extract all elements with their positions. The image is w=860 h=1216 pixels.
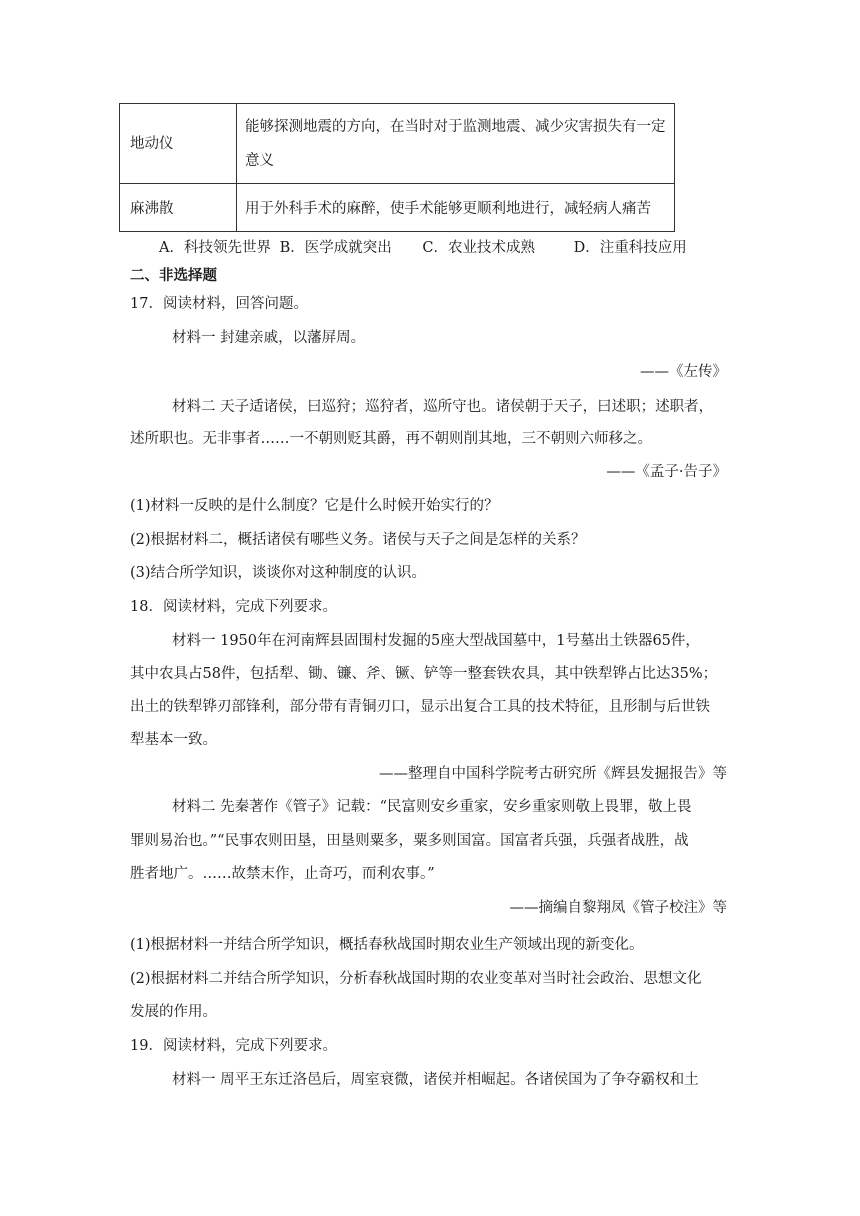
q18-material1-line: 材料一 1950年在河南辉县固围村发掘的5座大型战国墓中，1号墓出土铁器65件， xyxy=(172,633,700,649)
q18-subquestion: 发展的作用。 xyxy=(130,1004,217,1020)
option-c: C．农业技术成熟 xyxy=(422,240,535,256)
q18-material2-line: 材料二 先秦著作《管子》记载：“民富则安乡重家，安乡重家则敬上畏罪，敬上畏 xyxy=(172,799,692,815)
table-cell-name: 地动仪 xyxy=(120,104,237,184)
table-cell-desc: 用于外科手术的麻醉，使手术能够更顺利地进行，减轻病人痛苦 xyxy=(237,184,675,232)
q18-material2-line: 胜者地广。……故禁末作，止奇巧，而利农事。” xyxy=(130,866,435,882)
table-row xyxy=(120,104,675,184)
table-cell-name: 麻沸散 xyxy=(120,184,237,232)
q18-stem: 18．阅读材料，完成下列要求。 xyxy=(130,599,337,615)
option-a: A．科技领先世界 xyxy=(159,240,271,256)
q17-material1: 材料一 封建亲戚，以藩屏周。 xyxy=(172,330,366,346)
option-d: D．注重科技应用 xyxy=(573,240,687,256)
q18-material2-line: 罪则易治也。”“民事农则田垦，田垦则粟多，粟多则国富。国富者兵强，兵强者战胜，战 xyxy=(130,833,689,849)
q18-material1-line: 其中农具占58件，包括犁、锄、镰、斧、镢、铲等一整套铁农具，其中铁犁铧占比达35%； xyxy=(130,666,718,682)
q18-material1-line: 出土的铁犁铧刃部锋利，部分带有青铜刃口，显示出复合工具的技术特征，且形制与后世铁 xyxy=(130,699,710,715)
q17-subquestion: (2)根据材料二，概括诸侯有哪些义务。诸侯与天子之间是怎样的关系？ xyxy=(130,532,586,548)
q17-material1-source: ——《左传》 xyxy=(640,364,727,380)
q17-material2-source: ——《孟子·告子》 xyxy=(606,464,727,480)
section-title: 二、非选择题 xyxy=(130,267,217,284)
q17-material2-line: 材料二 天子适诸侯，曰巡狩；巡狩者，巡所守也。诸侯朝于天子，曰述职；述职者， xyxy=(172,399,714,415)
table-cell-desc: 能够探测地震的方向，在当时对于监测地震、减少灾害损失有一定意义 xyxy=(237,104,675,184)
q18-subquestion: (1)根据材料一并结合所学知识，概括春秋战国时期农业生产领域出现的新变化。 xyxy=(130,937,644,953)
q18-material1-source: ——整理自中国科学院考古研究所《辉县发掘报告》等 xyxy=(379,766,727,782)
q17-stem: 17．阅读材料，回答问题。 xyxy=(130,296,308,312)
invention-table xyxy=(119,103,675,232)
table-row xyxy=(120,184,675,232)
q16-options xyxy=(159,238,687,258)
q17-material2-line: 述所职也。无非事者……一不朝则贬其爵，再不朝则削其地，三不朝则六师移之。 xyxy=(130,431,652,447)
q19-material1-line: 材料一 周平王东迁洛邑后，周室衰微，诸侯并相崛起。各诸侯国为了争夺霸权和土 xyxy=(172,1072,699,1088)
option-b: B．医学成就突出 xyxy=(279,240,392,256)
q17-subquestion: (3)结合所学知识，谈谈你对这种制度的认识。 xyxy=(130,565,427,581)
q17-subquestion: (1)材料一反映的是什么制度？它是什么时候开始实行的？ xyxy=(130,498,499,514)
q18-material1-line: 犁基本一致。 xyxy=(130,732,217,748)
q18-material2-source: ——摘编自黎翔凤《管子校注》等 xyxy=(509,900,727,916)
q19-stem: 19．阅读材料，完成下列要求。 xyxy=(130,1038,337,1054)
q18-subquestion: (2)根据材料二并结合所学知识，分析春秋战国时期的农业变革对当时社会政治、思想文化 xyxy=(130,971,702,987)
